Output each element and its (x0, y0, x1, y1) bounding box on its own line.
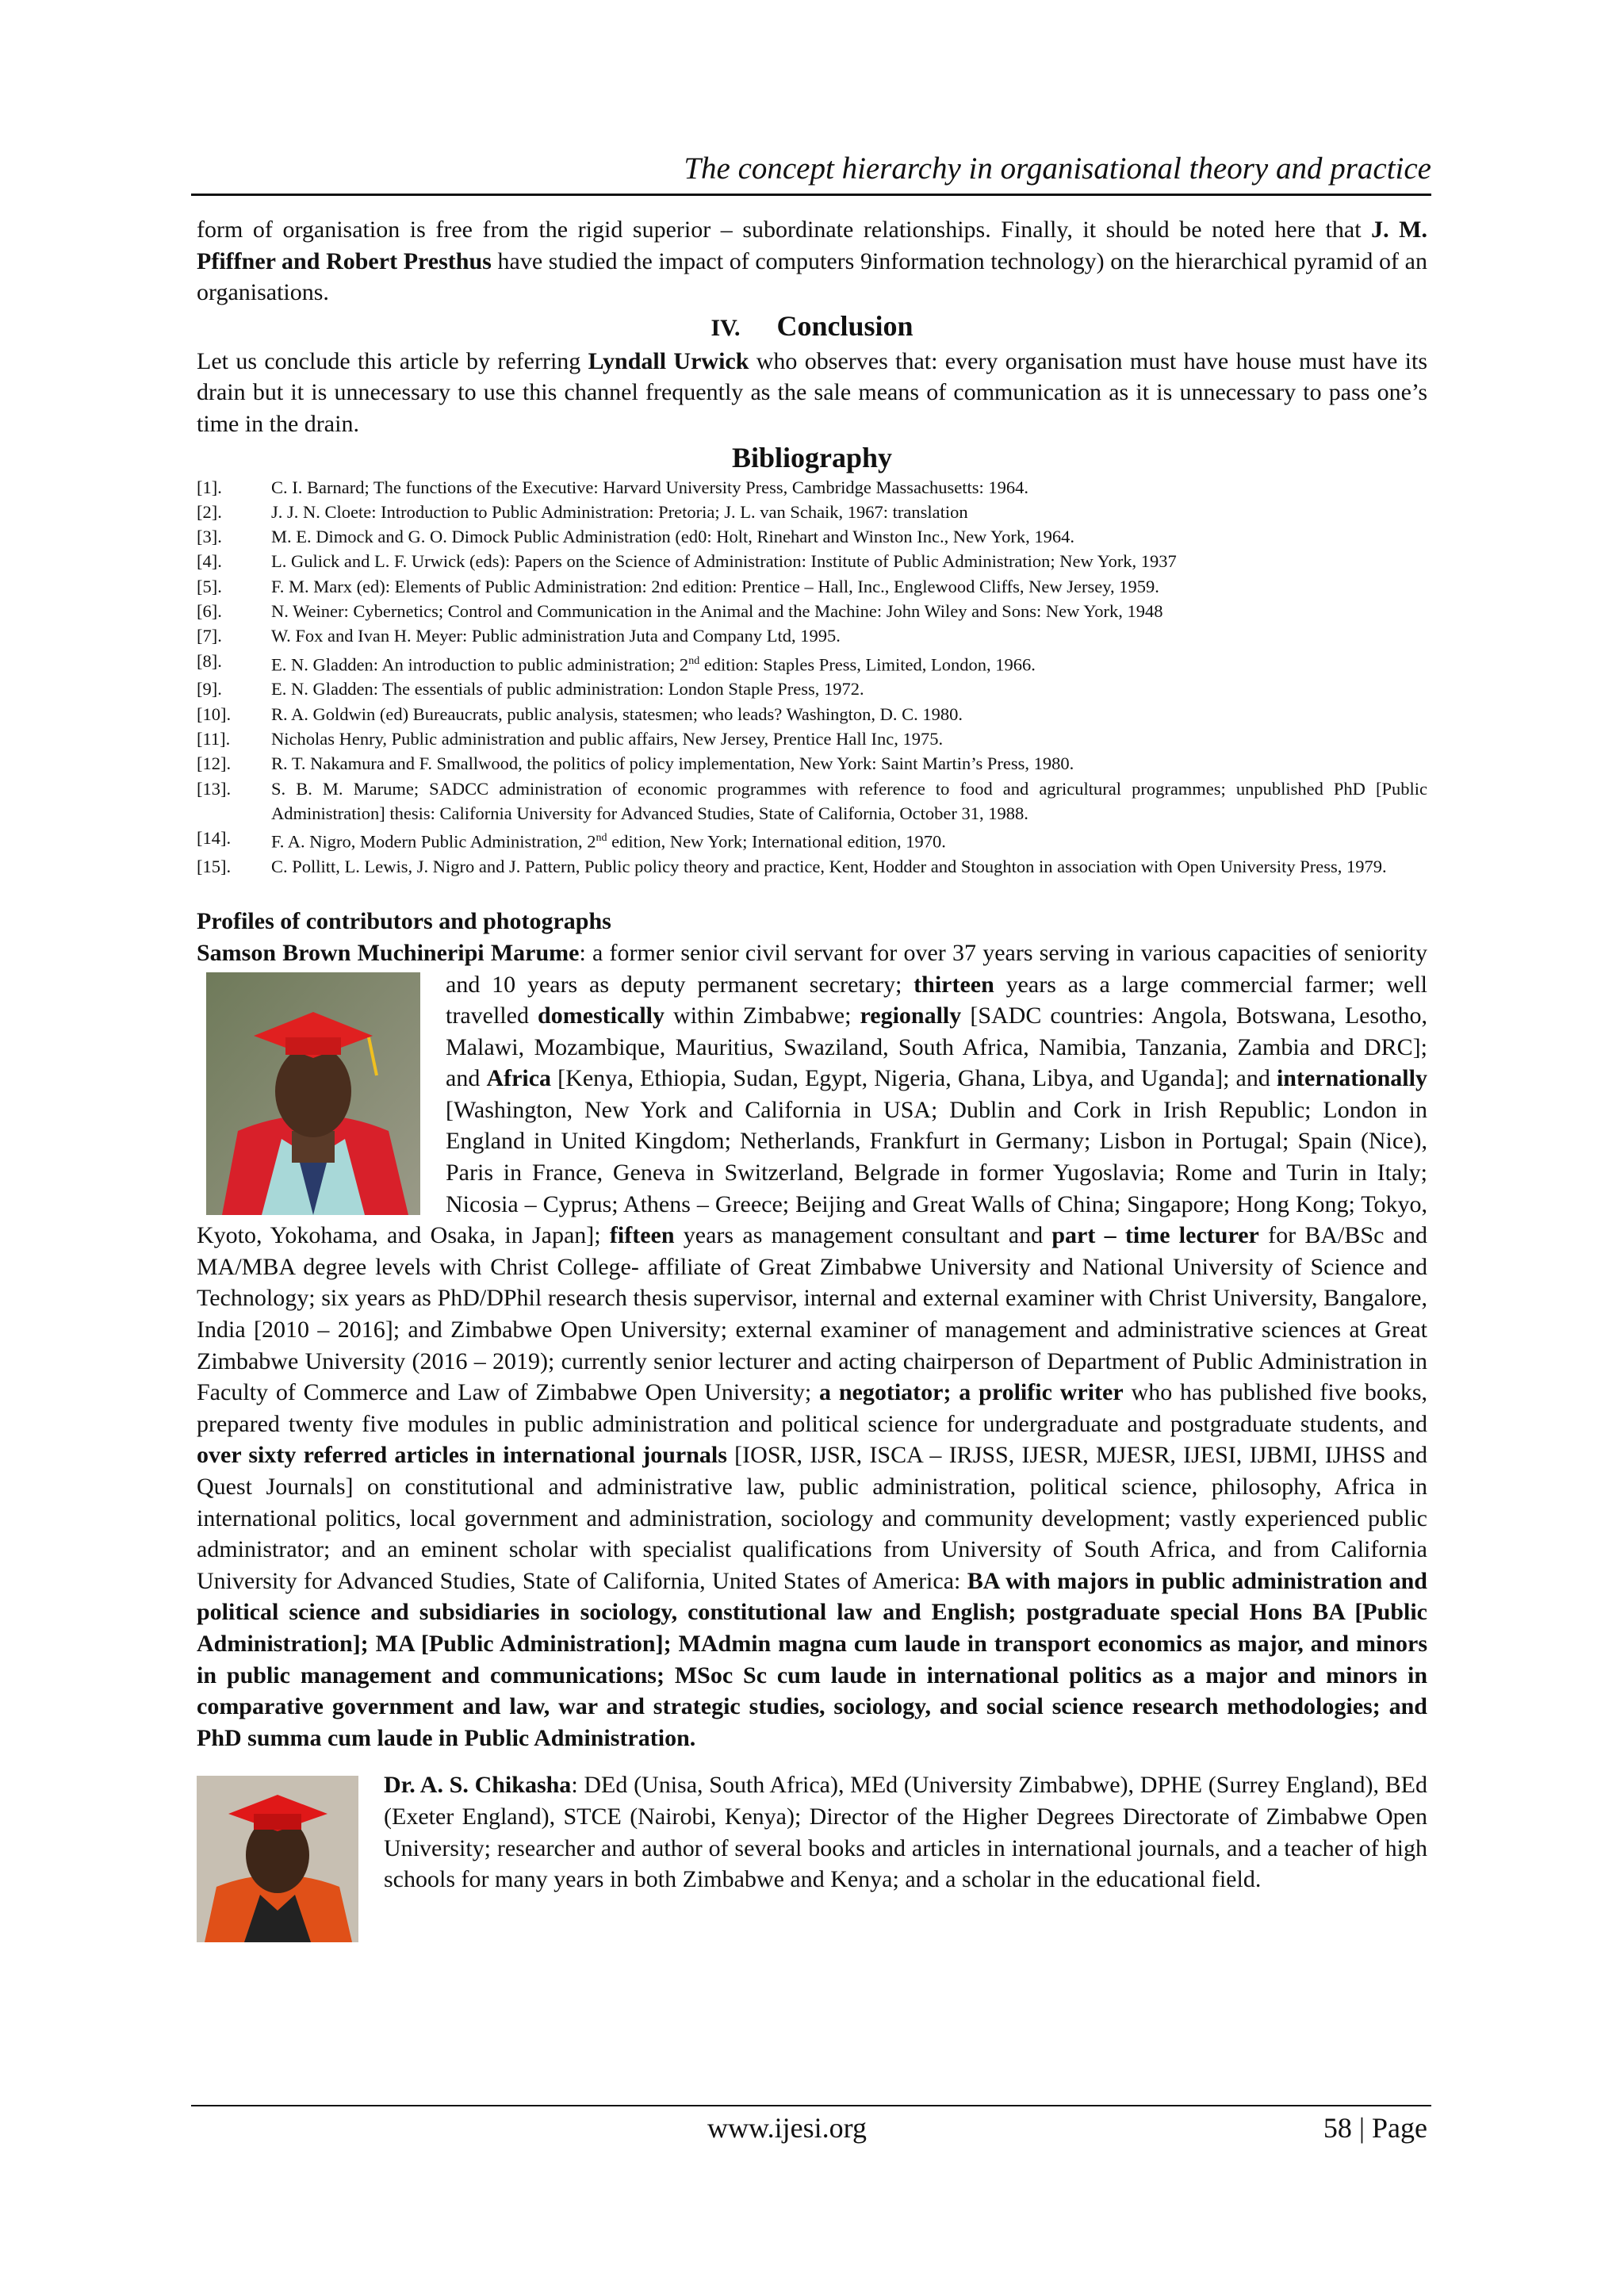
emphasis-text: domestically (538, 1002, 665, 1029)
bibliography-item-text: R. A. Goldwin (ed) Bureaucrats, public analysis, statesmen; who leads? Washington, D. C. 1980. (271, 703, 963, 724)
conclusion-heading (197, 309, 1427, 346)
footer-page-number: 58 | Page (1323, 2112, 1427, 2144)
bibliography-item-text: C. I. Barnard; The functions of the Executive: Harvard University Press, Cambridge Massachusetts: 1964. (271, 477, 1028, 497)
bibliography-item-number: [10]. (197, 703, 232, 724)
profile-name: Samson Brown Muchineripi Marume (197, 939, 580, 966)
intro-bold-names: J. M. Pfiffner and Robert Presthus (197, 217, 1427, 274)
graduate-portrait-image (197, 1776, 358, 1942)
bibliography-item-text: R. T. Nakamura and F. Smallwood, the politics of policy implementation, New York: Saint Martin’s Press, 1980. (271, 753, 1074, 774)
bibliography-item (197, 776, 1427, 826)
emphasis-text: a negotiator; a prolific writer (819, 1379, 1124, 1406)
bibliography-item-text: M. E. Dimock and G. O. Dimock Public Administration (ed0: Holt, Rinehart and Winston Inc., New York, 1964. (271, 527, 1074, 547)
bibliography-item (197, 751, 1427, 776)
marume-photo (206, 972, 420, 1215)
bibliography-item-number: [11]. (197, 729, 231, 749)
running-header: The concept hierarchy in organisational theory and practice (684, 151, 1431, 186)
bibliography-item-text: S. B. M. Marume; SADCC administration of economic programmes with reference to food and agricultural programmes; unpublished PhD [Public Administration] thesis: California University for Advanced Studies, State of California, October 31, 1988. (271, 778, 1427, 823)
bibliography-item-number: [3]. (197, 527, 222, 547)
bibliography-item (197, 500, 1427, 524)
bibliography-item-text: E. N. Gladden: An introduction to public administration; 2nd edition: Staples Press, Limited, London, 1966. (271, 654, 1036, 675)
bibliography-item (197, 549, 1427, 573)
bibliography-item-text: F. A. Nigro, Modern Public Administration, 2nd edition, New York; International edition, 1970. (271, 831, 946, 852)
emphasis-text: regionally (860, 1002, 962, 1029)
emphasis-text: over sixty referred articles in international journals (197, 1442, 727, 1469)
chikasha-photo (197, 1776, 358, 1942)
section-title: Conclusion (776, 309, 914, 342)
bibliography-item-text: Nicholas Henry, Public administration and public affairs, New Jersey, Prentice Hall Inc, 1975. (271, 729, 944, 749)
profiles-heading: Profiles of contributors and photographs (197, 908, 611, 935)
emphasis-text: Africa (486, 1065, 552, 1092)
profile-chikasha: Dr. A. S. Chikasha: DEd (Unisa, South Africa), MEd (University Zimbabwe), DPHE (Surrey England), BEd (Exeter England), STCE (Nairobi, Kenya); Director of the Higher Degrees Directorate of Zimbabwe Open University; researcher and author of several books and articles in international journals, and a teacher of high schools for many years in both Zimbabwe and Kenya; and a scholar in the educational field. (197, 1769, 1427, 1895)
bibliography-item (197, 649, 1427, 677)
bibliography-item-number: [15]. (197, 857, 232, 877)
bibliography-item-number: [5]. (197, 576, 222, 596)
bibliography-item (197, 702, 1427, 726)
conclusion-paragraph: Let us conclude this article by referring Lyndall Urwick who observes that: every organisation must have house must have its drain but it is unnecessary to use this channel frequently as the sale means of communication as it is unnecessary to pass one’s time in the drain. (197, 347, 1427, 437)
intro-paragraph: form of organisation is free from the rigid superior – subordinate relationships. Finally, it should be noted here that J. M. Pfiffner and Robert Presthus have studied the impact of computers 9information technology) on the hierarchical pyramid of an organisations. (197, 217, 1427, 306)
emphasis-text: fifteen (609, 1222, 675, 1249)
profile-name: Dr. A. S. Chikasha (384, 1772, 572, 1799)
bibliography-item-number: [4]. (197, 551, 222, 572)
bibliography-item-text: E. N. Gladden: The essentials of public administration: London Staple Press, 1972. (271, 679, 864, 700)
bibliography-item-number: [1]. (197, 477, 222, 497)
bibliography-item (197, 475, 1427, 500)
bibliography-item-number: [13]. (197, 778, 232, 799)
footer-website[interactable]: www.ijesi.org (707, 2112, 867, 2144)
bibliography-heading: Bibliography (731, 441, 893, 473)
footer-rule (191, 2105, 1431, 2106)
section-number: IV. (710, 314, 741, 341)
bibliography-item-text: C. Pollitt, L. Lewis, J. Nigro and J. Pattern, Public policy theory and practice, Kent, Hodder and Stoughton in association with Open University Press, 1979. (271, 857, 1387, 877)
bibliography-item (197, 623, 1427, 648)
bibliography-item (197, 599, 1427, 623)
bibliography-item-text: L. Gulick and L. F. Urwick (eds): Papers on the Science of Administration: Institute of Public Administration; New York, 1937 (271, 551, 1177, 572)
bibliography-item (197, 854, 1427, 879)
bibliography-list (197, 475, 1427, 880)
bibliography-item-number: [14]. (197, 828, 232, 849)
emphasis-text: BA with majors in public administration and political science and subsidiaries in sociology, constitutional law and English; postgraduate special Hons BA [Public Administration]; MA [Public Administration]; MAdmin magna cum laude in transport economics as major, and minors in public management and communications; MSoc Sc cum laude in international politics as a major and minors in comparative government and law, war and strategic studies, sociology, and social science research methodologies; and PhD summa cum laude in Public Administration. (197, 1567, 1427, 1751)
bibliography-item (197, 726, 1427, 751)
bibliography-item-number: [12]. (197, 753, 232, 774)
bibliography-item-text: N. Weiner: Cybernetics; Control and Communication in the Animal and the Machine: John Wiley and Sons: New York, 1948 (271, 601, 1163, 622)
header-rule (191, 194, 1431, 196)
bibliography-item-text: F. M. Marx (ed): Elements of Public Administration: 2nd edition: Prentice – Hall, Inc., Englewood Cliffs, New Jersey, 1959. (271, 576, 1159, 596)
bibliography-item (197, 826, 1427, 854)
bibliography-item (197, 677, 1427, 701)
graduate-portrait-image (206, 972, 420, 1215)
profile-marume: Samson Brown Muchineripi Marume: a former senior civil servant for over 37 years serving in various capacities of seniority and 10 years as deputy permanent secretary; thirteen years as a large commercial farmer; well travelled domestically within Zimbabwe; regionally [SADC countries: Angola, Botswana, Lesotho, Malawi, Mozambique, Mauritius, Swaziland, South Africa, Namibia, Tanzania, Zambia and DRC]; and Africa [Kenya, Ethiopia, Sudan, Egypt, Nigeria, Ghana, Libya, and Uganda]; and internationally [Washington, New York and California in USA; Dublin and Cork in Irish Republic; London in England in United Kingdom; Netherlands, Frankfurt in Germany; Lisbon in Portugal; Spain (Nice), Paris in France, Geneva in Switzerland, Belgrade in former Yugoslavia; Rome and Turin in Italy; Nicosia – Cyprus; Athens – Greece; Beijing and Great Walls of China; Singapore; Hong Kong; Tokyo, Kyoto, Yokohama, and Osaka, in Japan]; fifteen years as management consultant and part – time lecturer for BA/BSc and MA/MBA degree levels with Christ College- affiliate of Great Zimbabwe University and National University of Science and Technology; six years as PhD/DPhil research thesis supervisor, internal and external examiner with Christ University, Bangalore, India [2010 – 2016]; and Zimbabwe Open University; external examiner of management and administrative sciences at Great Zimbabwe University (2016 – 2019); currently senior lecturer and acting chairperson of Department of Public Administration in Faculty of Commerce and Law of Zimbabwe Open University; a negotiator; a prolific writer who has published five books, prepared twenty five modules in public administration and political science for undergraduate and postgraduate students, and over sixty referred articles in international journals [IOSR, IJSR, ISCA – IRJSS, IJESR, MJESR, IJESI, IJBMI, IJHSS and Quest Journals] on constitutional and administrative law, public administration, political science, philosophy, Africa in international politics, local government and administration, sociology and community development; vastly experienced public administrator; and an eminent scholar with specialist qualifications from University of South Africa, and from California University for Advanced Studies, State of California, United States of America: BA with majors in public administration and political science and subsidiaries in sociology, constitutional law and English; postgraduate special Hons BA [Public Administration]; MA [Public Administration]; MAdmin magna cum laude in transport economics as major, and minors in public management and communications; MSoc Sc cum laude in international politics as a major and minors in comparative government and law, war and strategic studies, sociology, and social science research methodologies; and PhD summa cum laude in Public Administration. (197, 939, 1428, 1751)
bibliography-item-text: W. Fox and Ivan H. Meyer: Public administration Juta and Company Ltd, 1995. (271, 626, 841, 646)
bibliography-item-number: [7]. (197, 626, 222, 646)
bibliography-item-number: [6]. (197, 601, 222, 622)
bibliography-item-text: J. J. N. Cloete: Introduction to Public Administration: Pretoria; J. L. van Schaik, 1967: translation (271, 501, 968, 522)
page-content (197, 214, 1427, 1944)
bibliography-item-number: [2]. (197, 501, 222, 522)
conclusion-bold-name: Lyndall Urwick (588, 347, 749, 374)
bibliography-item-number: [8]. (197, 650, 222, 671)
emphasis-text: internationally (1276, 1065, 1427, 1092)
bibliography-item (197, 574, 1427, 599)
emphasis-text: thirteen (914, 971, 994, 998)
bibliography-item (197, 524, 1427, 549)
emphasis-text: part – time lecturer (1051, 1222, 1259, 1249)
bibliography-item-number: [9]. (197, 679, 222, 700)
